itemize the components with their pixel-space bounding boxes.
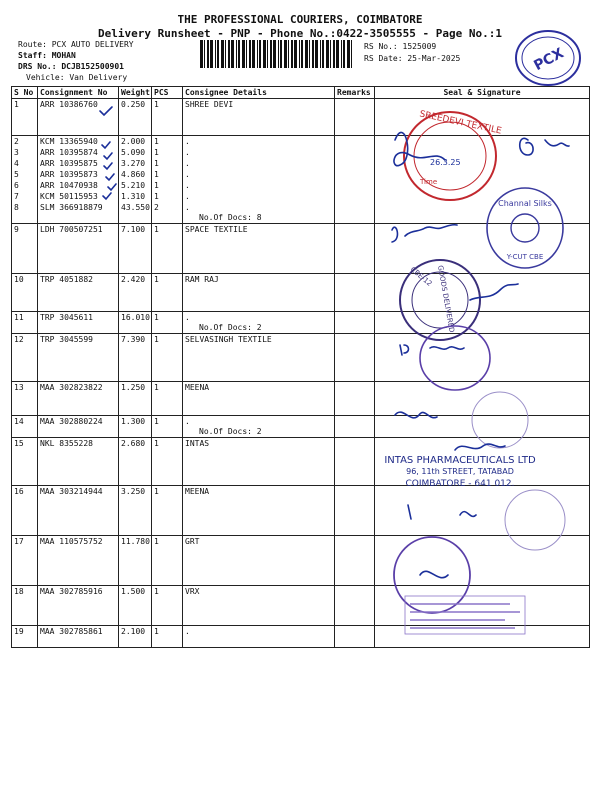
sno-cell-text: 4: [14, 159, 19, 168]
sno-cell-text: 16: [14, 487, 24, 496]
staff-label: Staff: MOHAN: [18, 51, 76, 60]
channal-stamp-sub: Y-CUT CBE: [506, 253, 544, 261]
consignment-cell-text: LDH 700507251: [40, 225, 103, 234]
consignee-cell-text: SELVASINGH TEXTILE: [185, 335, 272, 344]
sreedevi-stamp-icon: [404, 109, 503, 200]
no-of-docs: No.Of Docs: 2: [199, 323, 262, 332]
weight-cell-text: 1.310: [121, 192, 146, 201]
consignment-cell-text: MAA 302785861: [40, 627, 103, 636]
weight-cell-text: 3.270: [121, 159, 146, 168]
signature-6: [395, 412, 437, 418]
drs-number: DRS No.: DCJB152500901: [18, 62, 124, 71]
col-consignment: Consignment No: [38, 87, 119, 99]
sno-cell-text: 7: [14, 192, 19, 201]
weight-cell-text: 1.500: [121, 587, 146, 596]
consignee-cell-text: .: [185, 159, 190, 168]
intas-stamp-city: COIMBATORE - 641 012.: [405, 479, 515, 489]
consignment-cell-text: MAA 302785916: [40, 587, 103, 596]
check-mark-icon: [100, 107, 112, 115]
goods-stamp-sub: CBE-12: [408, 265, 434, 288]
consignment-cell-text: MAA 110575752: [40, 537, 103, 546]
consignee-cell-text: .: [185, 137, 190, 146]
consignee-cell-text: .: [185, 192, 190, 201]
sreedevi-time-text: Time: [420, 178, 438, 186]
weight-cell-text: 5.090: [121, 148, 146, 157]
pcs-cell-text: 1: [154, 159, 159, 168]
consignment-cell-text: MAA 302823822: [40, 383, 103, 392]
pcs-cell-text: 1: [154, 487, 159, 496]
consignment-cell-text: MAA 303214944: [40, 487, 103, 496]
company-title: THE PROFESSIONAL COURIERS, COIMBATORE: [177, 13, 423, 26]
signature-8: [408, 505, 476, 519]
route-label: Route: PCX AUTO DELIVERY: [18, 40, 134, 49]
pcs-cell-text: 1: [154, 170, 159, 179]
faint-stamp-icon: [505, 490, 565, 550]
sno-cell-text: 8: [14, 203, 19, 212]
sno-cell-text: 9: [14, 225, 19, 234]
consignment-cell-text: ARR 10395875: [40, 159, 98, 168]
pcs-cell-text: 1: [154, 587, 159, 596]
sno-cell-text: 19: [14, 627, 24, 636]
sno-cell-text: 18: [14, 587, 24, 596]
sno-cell-text: 5: [14, 170, 19, 179]
runsheet-subtitle: Delivery Runsheet - PNP - Phone No.:0422-3505555 - Page No.:1: [98, 27, 502, 40]
sno-cell-text: 14: [14, 417, 24, 426]
seal-lines: [410, 604, 520, 628]
sreedevi-date-text: 26.3.25: [430, 158, 461, 167]
rs-number: RS No.: 1525009: [364, 42, 437, 51]
consignee-cell-text: RAM RAJ: [185, 275, 219, 284]
sno-cell-text: 10: [14, 275, 24, 284]
consignee-cell-text: .: [185, 203, 190, 212]
weight-cell-text: 1.250: [121, 383, 146, 392]
weight-cell-text: 2.100: [121, 627, 146, 636]
consignee-cell-text: .: [185, 181, 190, 190]
consignee-cell-text: SPACE TEXTILE: [185, 225, 248, 234]
col-pcs: PCS: [152, 87, 183, 99]
consignee-cell-text: SHREE DEVI: [185, 100, 234, 109]
signature-7: [455, 444, 505, 450]
weight-cell-text: 7.100: [121, 225, 146, 234]
consignment-cell-text: ARR 10470938: [40, 181, 98, 190]
weight-cell-text: 4.860: [121, 170, 146, 179]
pcs-cell-text: 1: [154, 192, 159, 201]
pcs-cell-text: 1: [154, 148, 159, 157]
consignee-cell-text: MEENA: [185, 383, 210, 392]
pcs-cell-text: 1: [154, 100, 159, 109]
pcx-stamp-text: PCX: [531, 45, 567, 75]
consignment-cell-text: MAA 302880224: [40, 417, 103, 426]
pcs-cell-text: 1: [154, 275, 159, 284]
channal-stamp-text: Channal Silks: [498, 199, 552, 208]
col-weight: Weight: [119, 87, 152, 99]
weight-cell-text: 7.390: [121, 335, 146, 344]
weight-cell-text: 2.000: [121, 137, 146, 146]
consignment-cell-text: ARR 10395874: [40, 148, 98, 157]
pcs-cell-text: 1: [154, 417, 159, 426]
pcs-cell-text: 1: [154, 439, 159, 448]
intas-stamp-addr: 96, 11th STREET, TATABAD: [406, 467, 514, 476]
pcs-cell-text: 1: [154, 627, 159, 636]
sno-cell-text: 3: [14, 148, 19, 157]
sno-cell-text: 2: [14, 137, 19, 146]
weight-cell-text: 0.250: [121, 100, 146, 109]
consignee-cell-text: GRT: [185, 537, 200, 546]
col-remarks: Remarks: [335, 87, 375, 99]
weight-cell-text: 11.780: [121, 537, 150, 546]
col-consignee: Consignee Details: [183, 87, 335, 99]
consignment-cell-text: KCM 13365940: [40, 137, 98, 146]
consignment-cell-text: TRP 4051882: [40, 275, 93, 284]
sno-cell-text: 11: [14, 313, 24, 322]
consignment-cell-text: NKL 8355228: [40, 439, 93, 448]
weight-cell-text: 5.210: [121, 181, 146, 190]
sno-cell-text: 6: [14, 181, 19, 190]
sno-cell-text: 12: [14, 335, 24, 344]
signature-2: [520, 138, 569, 155]
signature-9: [420, 571, 448, 577]
pcs-cell-text: 1: [154, 181, 159, 190]
consignment-cell-text: SLM 366918879: [40, 203, 103, 212]
no-of-docs: No.Of Docs: 8: [199, 213, 262, 222]
rs-date: RS Date: 25-Mar-2025: [364, 54, 461, 63]
weight-cell-text: 1.300: [121, 417, 146, 426]
textile-stamp-icon: [420, 326, 490, 390]
no-of-docs: No.Of Docs: 2: [199, 427, 262, 436]
signature-3: [392, 225, 457, 242]
consignment-cell-text: TRP 3045611: [40, 313, 93, 322]
sno-cell-text: 15: [14, 439, 24, 448]
consignee-cell-text: VRX: [185, 587, 200, 596]
weight-cell-text: 16.010: [121, 313, 150, 322]
consignment-cell-text: ARR 10386760: [40, 100, 98, 109]
sno-cell-text: 13: [14, 383, 24, 392]
weight-cell-text: 2.420: [121, 275, 146, 284]
sno-cell-text: 17: [14, 537, 24, 546]
consignee-cell-text: .: [185, 148, 190, 157]
consignee-cell-text: .: [185, 417, 190, 426]
pcs-cell-text: 1: [154, 537, 159, 546]
pcs-cell-text: 1: [154, 137, 159, 146]
signature-5: [400, 345, 464, 355]
col-seal: Seal & Signature: [375, 87, 590, 99]
pcs-cell-text: 1: [154, 335, 159, 344]
weight-cell-text: 2.680: [121, 439, 146, 448]
check-mark-icon: [102, 142, 116, 199]
consignee-cell-text: .: [185, 627, 190, 636]
goods-stamp-text: GOODS DELIVERED: [436, 264, 456, 334]
consignee-cell-text: .: [185, 313, 190, 322]
pcs-cell-text: 1: [154, 383, 159, 392]
vehicle-label: Vehicle: Van Delivery: [26, 73, 128, 82]
channal-silks-stamp-icon: [487, 188, 563, 268]
consignment-cell-text: TRP 3045599: [40, 335, 93, 344]
consignee-cell-text: .: [185, 170, 190, 179]
weight-cell-text: 43.550: [121, 203, 150, 212]
pcs-cell-text: 2: [154, 203, 159, 212]
consignment-cell-text: ARR 10395873: [40, 170, 98, 179]
col-sno: S No: [12, 87, 38, 99]
sno-cell-text: 1: [14, 100, 19, 109]
pcs-cell-text: 1: [154, 225, 159, 234]
consignee-cell-text: MEENA: [185, 487, 210, 496]
consignee-cell-text: INTAS: [185, 439, 210, 448]
consignment-cell-text: KCM 50115953: [40, 192, 98, 201]
intas-stamp-name: INTAS PHARMACEUTICALS LTD: [384, 455, 536, 466]
faint-stamp-icon: [472, 392, 528, 448]
weight-cell-text: 3.250: [121, 487, 146, 496]
sreedevi-stamp-text: SREEDEVI TEXTILE: [418, 109, 503, 137]
pcs-cell-text: 1: [154, 313, 159, 322]
